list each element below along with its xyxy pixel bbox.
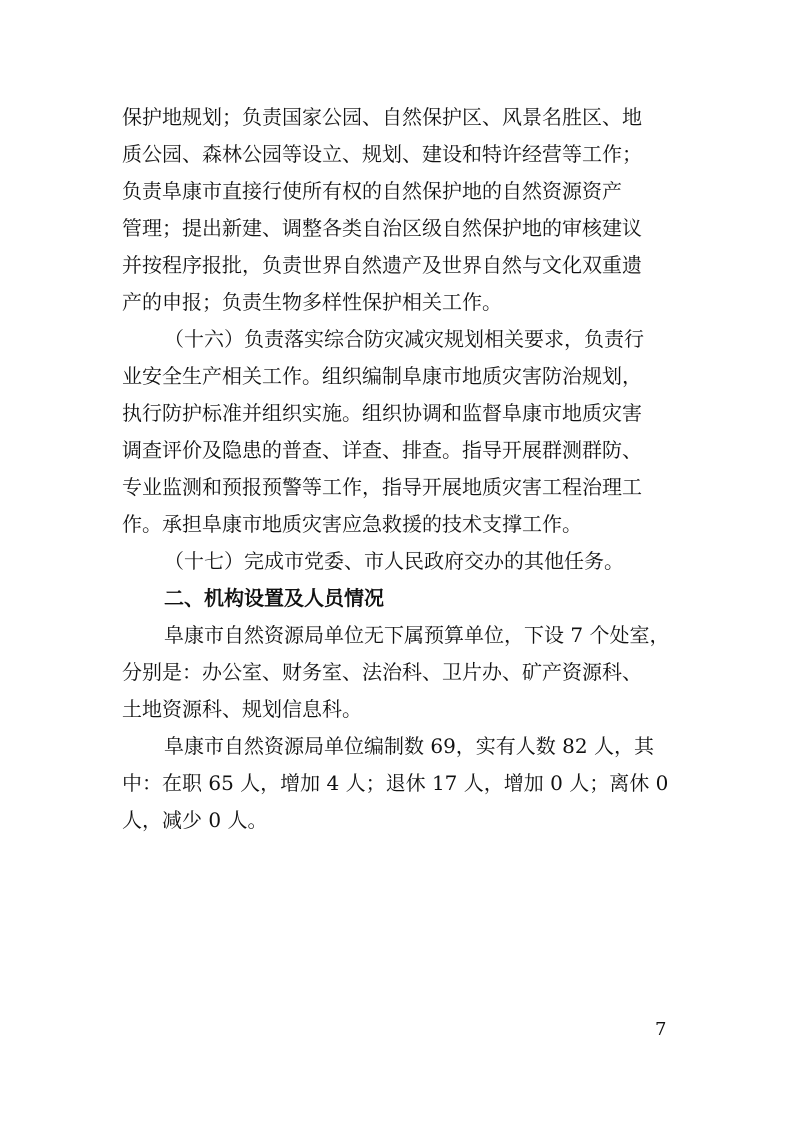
body-line: 业安全生产相关工作。组织编制阜康市地质灾害防治规划， (122, 364, 642, 388)
paragraph-16-start: （十六）负责落实综合防灾减灾规划相关要求，负责行 (164, 327, 644, 351)
body-line: 并按程序报批，负责世界自然遗产及世界自然与文化双重遗 (122, 253, 642, 277)
body-line: 执行防护标准并组织实施。组织协调和监督阜康市地质灾害 (122, 401, 642, 425)
body-line: 保护地规划；负责国家公园、自然保护区、风景名胜区、地 (122, 105, 642, 129)
page-number: 7 (655, 1019, 667, 1040)
body-line: 管理；提出新建、调整各类自治区级自然保护地的审核建议 (122, 216, 642, 240)
staff-paragraph-start: 阜康市自然资源局单位编制数 69，实有人数 82 人，其 (164, 734, 654, 758)
body-line: 中：在职 65 人，增加 4 人；退休 17 人，增加 0 人；离休 0 (122, 771, 669, 795)
body-line: 质公园、森林公园等设立、规划、建设和特许经营等工作； (122, 142, 642, 166)
body-line: 负责阜康市直接行使所有权的自然保护地的自然资源资产 (122, 179, 622, 203)
body-line: 人，减少 0 人。 (122, 808, 268, 832)
body-line: 分别是：办公室、财务室、法治科、卫片办、矿产资源科、 (122, 660, 642, 684)
body-line: 调查评价及隐患的普查、详查、排查。指导开展群测群防、 (122, 438, 642, 462)
body-line: 产的申报；负责生物多样性保护相关工作。 (122, 290, 502, 314)
body-line: 作。承担阜康市地质灾害应急救援的技术支撑工作。 (122, 512, 582, 536)
institution-paragraph-start: 阜康市自然资源局单位无下属预算单位，下设 7 个处室， (164, 623, 670, 647)
section-heading: 二、机构设置及人员情况 (164, 586, 384, 610)
body-line: 土地资源科、规划信息科。 (122, 697, 362, 721)
paragraph-17: （十七）完成市党委、市人民政府交办的其他任务。 (164, 549, 624, 573)
body-line: 专业监测和预报预警等工作，指导开展地质灾害工程治理工 (122, 475, 642, 499)
